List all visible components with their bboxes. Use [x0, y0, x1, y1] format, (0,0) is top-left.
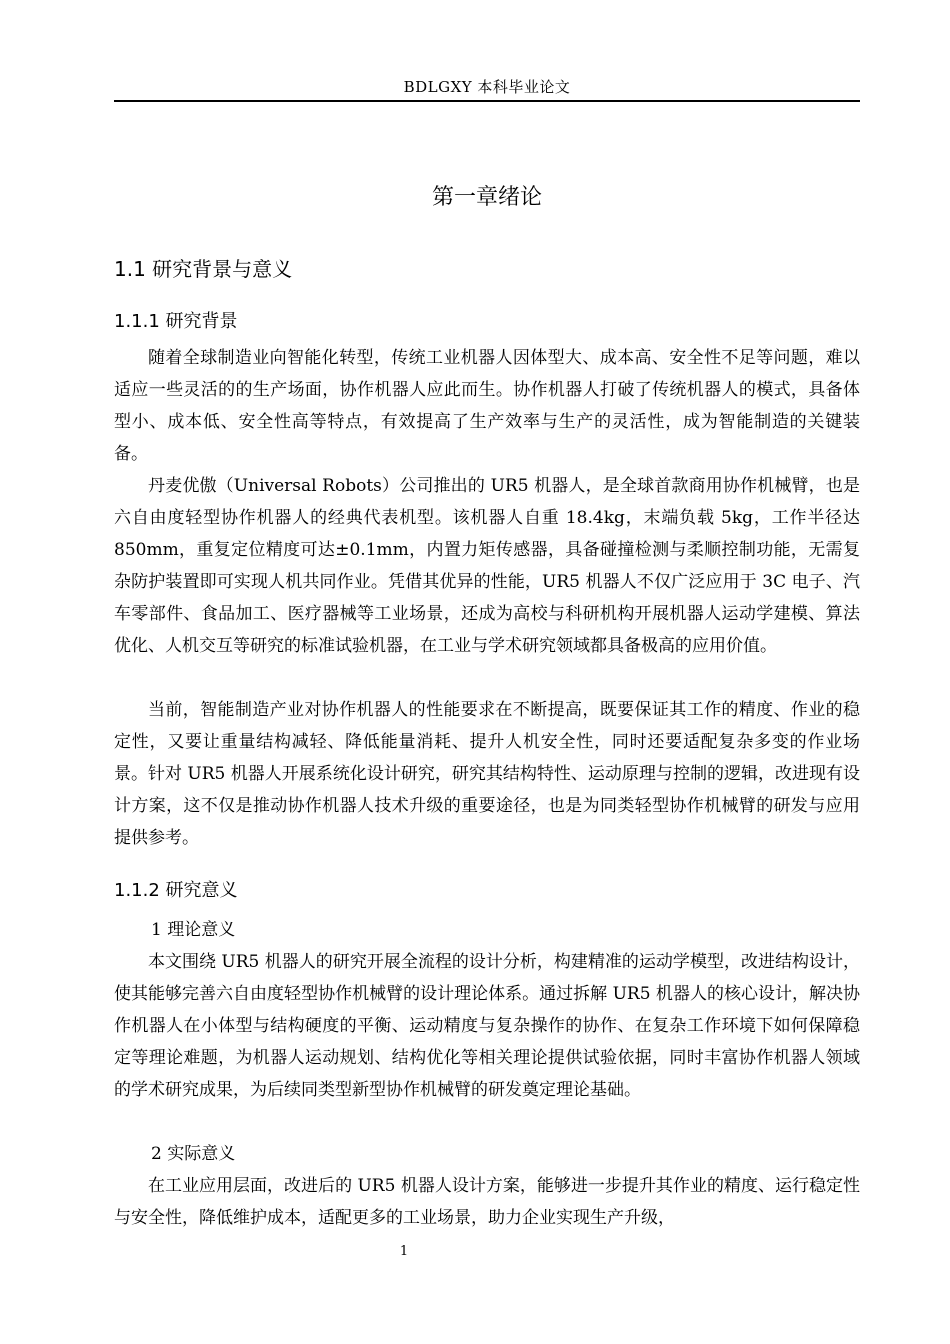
chapter-title: 第一章绪论: [431, 185, 542, 210]
section-heading-1-1-2: 1.1.2 研究意义: [114, 880, 238, 901]
paragraph-background-3: 当前，智能制造产业对协作机器人的性能要求在不断提高，既要保证其工作的精度、作业的稳定性，又要让重量结构减轻、降低能量消耗、提升人机安全性，同时还要适配复杂多变的作业场景。针对 UR5 机器人开展系统化设计研究，研究其结构特性、运动原理与控制的逻辑，改进现有设计方案，这不仅是推动协作机器人技术升级的重要途径，也是为同类轻型协作机械臂的研发与应用提供参考。: [114, 700, 860, 848]
page-header: BDLGXY 本科毕业论文: [403, 78, 571, 96]
practical-significance-label: 2 实际意义: [151, 1144, 236, 1164]
theory-significance-label: 1 理论意义: [151, 920, 236, 940]
paragraph-background-1: 随着全球制造业向智能化转型，传统工业机器人因体型大、成本高、安全性不足等问题，难以适应一些灵活的的生产场面，协作机器人应此而生。协作机器人打破了传统机器人的模式，具备体型小、成本低、安全性高等特点，有效提高了生产效率与生产的灵活性，成为智能制造的关键装备。: [114, 348, 860, 464]
section-heading-1-1: 1.1 研究背景与意义: [114, 257, 293, 281]
paragraph-practice: 在工业应用层面，改进后的 UR5 机器人设计方案，能够进一步提升其作业的精度、运行稳定性与安全性，降低维护成本，适配更多的工业场景，助力企业实现生产升级，: [114, 1176, 860, 1228]
paragraph-background-2: 丹麦优傲（Universal Robots）公司推出的 UR5 机器人，是全球首款商用协作机械臂，也是六自由度轻型协作机器人的经典代表机型。该机器人自重 18.4kg，末端负载 5kg，工作半径达 850mm，重复定位精度可达±0.1mm，内置力矩传感器，具备碰撞检测与柔顺控制功能，无需复杂防护装置即可实现人机共同作业。凭借其优异的性能，UR5 机器人不仅广泛应用于 3C 电子、汽车零部件、食品加工、医疗器械等工业场景，还成为高校与科研机构开展机器人运动学建模、算法优化、人机交互等研究的标准试验机器，在工业与学术研究领域都具备极高的应用价值。: [114, 476, 860, 656]
paragraph-theory: 本文围绕 UR5 机器人的研究开展全流程的设计分析，构建精准的运动学模型，改进结构设计，使其能够完善六自由度轻型协作机械臂的设计理论体系。通过拆解 UR5 机器人的核心设计，解决协作机器人在小体型与结构硬度的平衡、运动精度与复杂操作的协作、在复杂工作环境下如何保障稳定等理论难题，为机器人运动规划、结构优化等相关理论提供试验依据，同时丰富协作机器人领域的学术研究成果，为后续同类型新型协作机械臂的研发奠定理论基础。: [114, 952, 860, 1100]
page-number: 1: [399, 1244, 409, 1259]
header-divider: [114, 100, 860, 102]
section-heading-1-1-1: 1.1.1 研究背景: [114, 311, 238, 332]
